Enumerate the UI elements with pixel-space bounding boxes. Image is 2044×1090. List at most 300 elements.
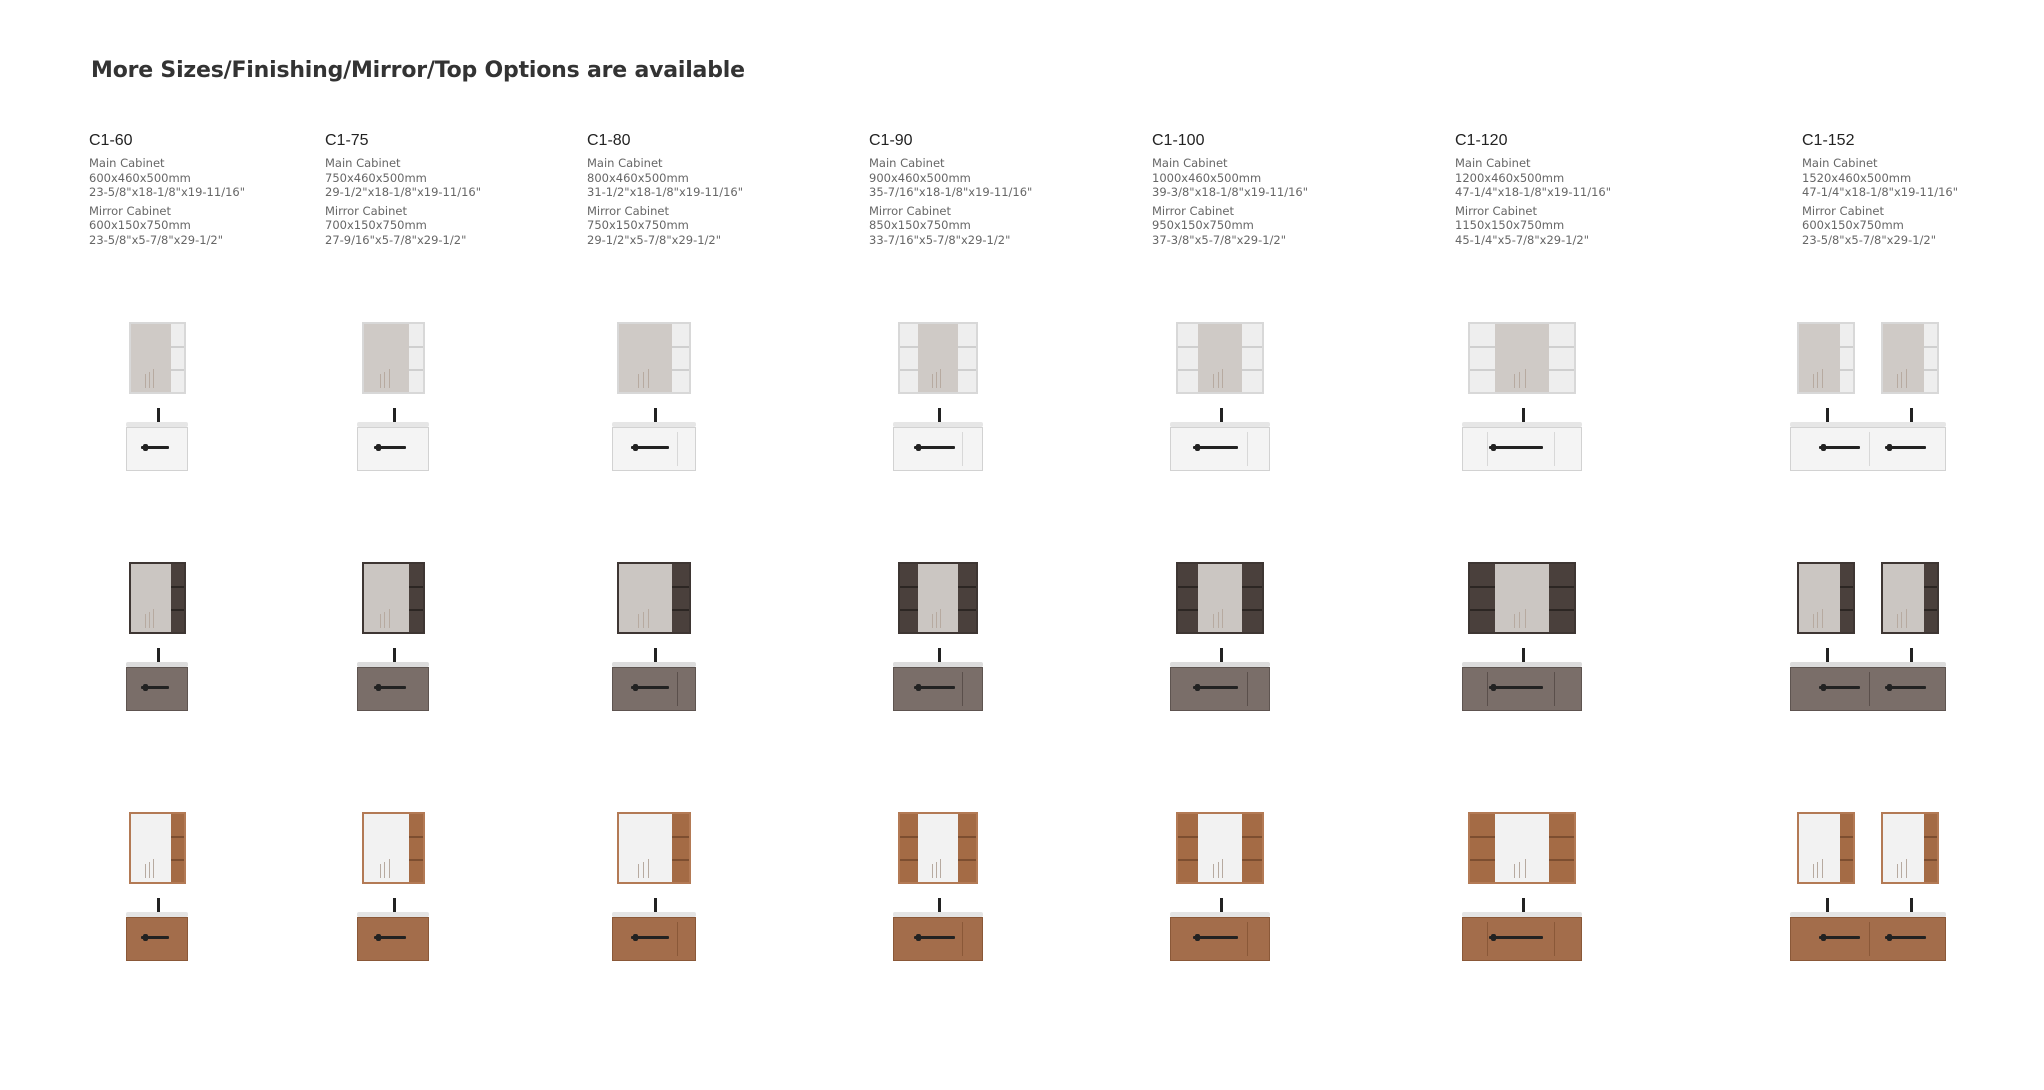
shelf-board bbox=[1470, 609, 1495, 611]
base-cabinet bbox=[1462, 917, 1582, 961]
base-cabinet bbox=[893, 667, 983, 711]
decor-reed bbox=[1218, 372, 1219, 388]
mirror-glass bbox=[619, 564, 672, 632]
model-name: C1-90 bbox=[869, 132, 913, 149]
shelf-board bbox=[900, 859, 918, 861]
shelf-board bbox=[1924, 346, 1937, 348]
decor-reed bbox=[380, 374, 381, 388]
vanity-unit bbox=[1170, 812, 1270, 972]
open-shelf bbox=[171, 814, 184, 882]
base-cabinet bbox=[126, 667, 188, 711]
faucet-icon bbox=[1522, 898, 1525, 912]
door-divider bbox=[1554, 672, 1555, 706]
shelf-board bbox=[409, 586, 423, 588]
shelf-board bbox=[900, 836, 918, 838]
shelf-board bbox=[1178, 609, 1198, 611]
decor-reed bbox=[1222, 369, 1223, 388]
decor-reed bbox=[1525, 609, 1526, 628]
open-shelf bbox=[672, 564, 689, 632]
main-cabinet-label: Main Cabinet bbox=[89, 156, 165, 170]
open-shelf bbox=[1840, 564, 1853, 632]
mirror-cabinet bbox=[362, 322, 425, 394]
drawer-handle bbox=[1193, 936, 1238, 939]
drawer-handle bbox=[914, 686, 955, 689]
shelf-board bbox=[1924, 609, 1937, 611]
drawer-handle bbox=[1489, 446, 1543, 449]
shelf-board bbox=[900, 586, 918, 588]
faucet-icon bbox=[1522, 408, 1525, 422]
shelf-board bbox=[1924, 586, 1937, 588]
drawer-handle bbox=[374, 686, 406, 689]
shelf-board bbox=[171, 346, 184, 348]
mirror-cabinet-label: Mirror Cabinet bbox=[1802, 203, 1884, 218]
decor-reed bbox=[648, 369, 649, 388]
decor-reed bbox=[643, 372, 644, 388]
shelf-board bbox=[1242, 369, 1262, 371]
decor-reed bbox=[1213, 864, 1214, 878]
faucet-icon bbox=[157, 898, 160, 912]
mirror-cabinet bbox=[1468, 812, 1576, 884]
shelf-board bbox=[1242, 346, 1262, 348]
shelf-board bbox=[409, 859, 423, 861]
mirror-glass bbox=[1799, 814, 1840, 882]
shelf-board bbox=[1242, 609, 1262, 611]
open-shelf bbox=[1924, 564, 1937, 632]
mirror-glass bbox=[131, 324, 171, 392]
mirror-glass bbox=[1495, 324, 1549, 392]
shelf-board bbox=[672, 859, 689, 861]
decor-reed bbox=[1822, 859, 1823, 878]
mirror-glass bbox=[1883, 324, 1924, 392]
mirror-glass bbox=[1495, 564, 1549, 632]
model-name: C1-80 bbox=[587, 132, 631, 149]
base-cabinet bbox=[893, 427, 983, 471]
open-shelf bbox=[1840, 814, 1853, 882]
mirror-glass bbox=[1198, 814, 1242, 882]
vanity-unit bbox=[612, 562, 696, 722]
drawer-handle bbox=[631, 936, 669, 939]
faucet-icon bbox=[654, 898, 657, 912]
open-shelf bbox=[171, 324, 184, 392]
base-cabinet bbox=[357, 427, 429, 471]
main-cabinet-imperial: 23-5/8"x18-1/8"x19-11/16" bbox=[89, 185, 245, 199]
door-divider bbox=[677, 922, 678, 956]
vanity-unit bbox=[1170, 322, 1270, 482]
door-divider bbox=[962, 432, 963, 466]
open-shelf bbox=[900, 324, 918, 392]
open-shelf bbox=[958, 814, 976, 882]
drawer-handle bbox=[1193, 686, 1238, 689]
vanity-unit bbox=[893, 812, 983, 972]
mirror-cabinet-spec bbox=[587, 204, 827, 248]
main-cabinet-spec bbox=[1802, 156, 2042, 200]
faucet-icon bbox=[938, 408, 941, 422]
vanity-unit bbox=[357, 322, 429, 482]
decor-reed bbox=[1519, 862, 1520, 878]
mirror-glass bbox=[1883, 564, 1924, 632]
shelf-board bbox=[171, 836, 184, 838]
open-shelf bbox=[1549, 814, 1574, 882]
drawer-handle bbox=[631, 686, 669, 689]
mirror-cabinet bbox=[1176, 562, 1264, 634]
base-cabinet bbox=[126, 427, 188, 471]
shelf-board bbox=[958, 346, 976, 348]
shelf-board bbox=[1470, 369, 1495, 371]
vanity-unit bbox=[1462, 322, 1582, 482]
mirror-cabinet bbox=[129, 812, 186, 884]
drawer-handle bbox=[914, 936, 955, 939]
main-cabinet-spec bbox=[587, 156, 827, 200]
shelf-board bbox=[900, 609, 918, 611]
drawer-handle bbox=[1885, 936, 1926, 939]
drawer-handle bbox=[141, 446, 169, 449]
main-cabinet-imperial: 29-1/2"x18-1/8"x19-11/16" bbox=[325, 185, 481, 199]
decor-reed bbox=[389, 369, 390, 388]
drawer-handle bbox=[141, 686, 169, 689]
drawer-handle bbox=[1819, 686, 1860, 689]
mirror-cabinet bbox=[1881, 812, 1939, 884]
shelf-board bbox=[1178, 859, 1198, 861]
mirror-cabinet-imperial: 45-1/4"x5-7/8"x29-1/2" bbox=[1455, 232, 1590, 247]
decor-reed bbox=[380, 864, 381, 878]
main-cabinet-imperial: 35-7/16"x18-1/8"x19-11/16" bbox=[869, 185, 1033, 199]
decor-reed bbox=[1519, 612, 1520, 628]
main-cabinet-spec bbox=[1455, 156, 1695, 200]
model-spec-c1-90 bbox=[869, 132, 1109, 251]
base-cabinet bbox=[612, 667, 696, 711]
drawer-handle bbox=[914, 446, 955, 449]
drawer-divider bbox=[1869, 672, 1870, 706]
mirror-cabinet-metric: 1150x150x750mm bbox=[1455, 218, 1565, 232]
open-shelf bbox=[409, 324, 423, 392]
decor-reed bbox=[384, 612, 385, 628]
decor-reed bbox=[940, 369, 941, 388]
vanity-unit bbox=[357, 562, 429, 722]
shelf-board bbox=[1924, 836, 1937, 838]
shelf-board bbox=[1840, 609, 1853, 611]
decor-reed bbox=[145, 374, 146, 388]
shelf-board bbox=[171, 369, 184, 371]
mirror-cabinet-metric: 700x150x750mm bbox=[325, 218, 427, 232]
mirror-cabinet bbox=[1797, 812, 1855, 884]
decor-reed bbox=[149, 372, 150, 388]
shelf-board bbox=[1549, 859, 1574, 861]
vanity-unit bbox=[612, 812, 696, 972]
faucet-icon bbox=[393, 408, 396, 422]
shelf-board bbox=[1178, 836, 1198, 838]
mirror-cabinet-spec bbox=[869, 204, 1109, 248]
decor-reed bbox=[384, 862, 385, 878]
decor-reed bbox=[932, 614, 933, 628]
vanity-unit bbox=[126, 322, 188, 482]
mirror-cabinet bbox=[1468, 322, 1576, 394]
shelf-board bbox=[1840, 586, 1853, 588]
shelf-board bbox=[1470, 586, 1495, 588]
faucet-icon bbox=[1910, 408, 1913, 422]
decor-reed bbox=[1817, 612, 1818, 628]
vanity-unit bbox=[126, 812, 188, 972]
mirror-cabinet bbox=[362, 562, 425, 634]
mirror-cabinet bbox=[1881, 322, 1939, 394]
main-cabinet-label: Main Cabinet bbox=[1802, 156, 1878, 170]
main-cabinet-spec bbox=[869, 156, 1109, 200]
mirror-cabinet bbox=[617, 322, 691, 394]
main-cabinet-spec bbox=[89, 156, 329, 200]
mirror-cabinet bbox=[362, 812, 425, 884]
main-cabinet-imperial: 47-1/4"x18-1/8"x19-11/16" bbox=[1455, 185, 1611, 199]
decor-reed bbox=[1514, 374, 1515, 388]
decor-reed bbox=[153, 369, 154, 388]
shelf-board bbox=[1178, 369, 1198, 371]
mirror-glass bbox=[364, 814, 409, 882]
decor-reed bbox=[380, 614, 381, 628]
shelf-board bbox=[958, 836, 976, 838]
main-cabinet-metric: 600x460x500mm bbox=[89, 170, 191, 185]
shelf-board bbox=[1924, 369, 1937, 371]
open-shelf bbox=[1470, 324, 1495, 392]
decor-reed bbox=[940, 859, 941, 878]
main-cabinet-metric: 800x460x500mm bbox=[587, 170, 689, 185]
faucet-icon bbox=[1220, 898, 1223, 912]
decor-reed bbox=[936, 372, 937, 388]
base-cabinet bbox=[1462, 667, 1582, 711]
faucet-icon bbox=[1522, 648, 1525, 662]
model-spec-c1-60 bbox=[89, 132, 329, 251]
base-cabinet bbox=[1790, 917, 1946, 961]
open-shelf bbox=[1840, 324, 1853, 392]
mirror-glass bbox=[918, 564, 958, 632]
page-title: More Sizes/Finishing/Mirror/Top Options are available bbox=[91, 58, 745, 83]
mirror-cabinet-imperial: 23-5/8"x5-7/8"x29-1/2" bbox=[1802, 232, 1937, 247]
mirror-glass bbox=[1799, 564, 1840, 632]
open-shelf bbox=[958, 324, 976, 392]
shelf-board bbox=[958, 859, 976, 861]
faucet-icon bbox=[1826, 898, 1829, 912]
mirror-cabinet-metric: 750x150x750mm bbox=[587, 218, 689, 232]
decor-reed bbox=[1813, 614, 1814, 628]
base-cabinet bbox=[612, 427, 696, 471]
open-shelf bbox=[1178, 564, 1198, 632]
faucet-icon bbox=[938, 648, 941, 662]
mirror-glass bbox=[918, 324, 958, 392]
mirror-cabinet bbox=[129, 562, 186, 634]
mirror-glass bbox=[364, 324, 409, 392]
faucet-icon bbox=[938, 898, 941, 912]
decor-reed bbox=[145, 864, 146, 878]
mirror-cabinet-spec bbox=[1152, 204, 1392, 248]
decor-reed bbox=[1218, 612, 1219, 628]
main-cabinet-imperial: 31-1/2"x18-1/8"x19-11/16" bbox=[587, 185, 743, 199]
mirror-cabinet-label: Mirror Cabinet bbox=[1152, 203, 1234, 218]
drawer-handle bbox=[1193, 446, 1238, 449]
decor-reed bbox=[389, 859, 390, 878]
vanity-unit bbox=[612, 322, 696, 482]
shelf-board bbox=[672, 836, 689, 838]
decor-reed bbox=[1817, 372, 1818, 388]
shelf-board bbox=[1242, 859, 1262, 861]
vanity-unit bbox=[893, 322, 983, 482]
base-cabinet bbox=[1790, 427, 1946, 471]
mirror-cabinet-imperial: 23-5/8"x5-7/8"x29-1/2" bbox=[89, 232, 224, 247]
decor-reed bbox=[932, 374, 933, 388]
model-spec-c1-75 bbox=[325, 132, 565, 251]
shelf-board bbox=[1549, 346, 1574, 348]
model-name: C1-60 bbox=[89, 132, 133, 149]
drawer-handle bbox=[374, 446, 406, 449]
main-cabinet-metric: 750x460x500mm bbox=[325, 170, 427, 185]
faucet-icon bbox=[1826, 648, 1829, 662]
base-cabinet bbox=[1170, 917, 1270, 961]
shelf-board bbox=[1549, 609, 1574, 611]
shelf-board bbox=[1549, 586, 1574, 588]
mirror-cabinet-spec bbox=[1455, 204, 1695, 248]
open-shelf bbox=[1470, 564, 1495, 632]
vanity-unit bbox=[1790, 812, 1946, 972]
decor-reed bbox=[149, 612, 150, 628]
shelf-board bbox=[1470, 859, 1495, 861]
decor-reed bbox=[1817, 862, 1818, 878]
faucet-icon bbox=[1910, 648, 1913, 662]
decor-reed bbox=[1222, 859, 1223, 878]
mirror-cabinet-metric: 950x150x750mm bbox=[1152, 218, 1254, 232]
mirror-glass bbox=[1198, 324, 1242, 392]
mirror-glass bbox=[619, 324, 672, 392]
mirror-cabinet-spec bbox=[89, 204, 329, 248]
decor-reed bbox=[149, 862, 150, 878]
decor-reed bbox=[940, 609, 941, 628]
vanity-unit bbox=[1790, 322, 1946, 482]
door-divider bbox=[1247, 672, 1248, 706]
shelf-board bbox=[1840, 346, 1853, 348]
decor-reed bbox=[1519, 372, 1520, 388]
model-name: C1-100 bbox=[1152, 132, 1205, 149]
faucet-icon bbox=[654, 408, 657, 422]
mirror-cabinet-spec bbox=[325, 204, 565, 248]
main-cabinet-metric: 1000x460x500mm bbox=[1152, 170, 1262, 185]
drawer-handle bbox=[1885, 446, 1926, 449]
open-shelf bbox=[672, 814, 689, 882]
drawer-handle bbox=[631, 446, 669, 449]
shelf-board bbox=[1470, 836, 1495, 838]
open-shelf bbox=[1549, 564, 1574, 632]
main-cabinet-label: Main Cabinet bbox=[587, 156, 663, 170]
door-divider bbox=[1487, 432, 1488, 466]
model-spec-c1-120 bbox=[1455, 132, 1695, 251]
base-cabinet bbox=[1170, 667, 1270, 711]
main-cabinet-metric: 1200x460x500mm bbox=[1455, 170, 1565, 185]
decor-reed bbox=[1897, 614, 1898, 628]
mirror-cabinet-imperial: 33-7/16"x5-7/8"x29-1/2" bbox=[869, 232, 1011, 247]
shelf-board bbox=[672, 346, 689, 348]
door-divider bbox=[1554, 922, 1555, 956]
shelf-board bbox=[958, 586, 976, 588]
drawer-handle bbox=[1885, 686, 1926, 689]
decor-reed bbox=[1213, 374, 1214, 388]
main-cabinet-metric: 900x460x500mm bbox=[869, 170, 971, 185]
decor-reed bbox=[638, 864, 639, 878]
mirror-cabinet bbox=[898, 562, 978, 634]
shelf-board bbox=[171, 586, 184, 588]
faucet-icon bbox=[157, 408, 160, 422]
decor-reed bbox=[648, 859, 649, 878]
main-cabinet-metric: 1520x460x500mm bbox=[1802, 170, 1912, 185]
decor-reed bbox=[1901, 862, 1902, 878]
shelf-board bbox=[1840, 859, 1853, 861]
mirror-glass bbox=[1883, 814, 1924, 882]
open-shelf bbox=[900, 814, 918, 882]
decor-reed bbox=[932, 864, 933, 878]
door-divider bbox=[1487, 922, 1488, 956]
faucet-icon bbox=[157, 648, 160, 662]
door-divider bbox=[1487, 672, 1488, 706]
drawer-handle bbox=[1489, 686, 1543, 689]
mirror-cabinet bbox=[1468, 562, 1576, 634]
decor-reed bbox=[1514, 614, 1515, 628]
model-spec-c1-100 bbox=[1152, 132, 1392, 251]
shelf-board bbox=[1178, 346, 1198, 348]
faucet-icon bbox=[393, 898, 396, 912]
mirror-cabinet-imperial: 29-1/2"x5-7/8"x29-1/2" bbox=[587, 232, 722, 247]
faucet-icon bbox=[654, 648, 657, 662]
mirror-cabinet bbox=[1176, 812, 1264, 884]
shelf-board bbox=[672, 369, 689, 371]
decor-reed bbox=[648, 609, 649, 628]
mirror-cabinet-label: Mirror Cabinet bbox=[587, 203, 669, 218]
drawer-handle bbox=[1819, 446, 1860, 449]
shelf-board bbox=[409, 836, 423, 838]
main-cabinet-label: Main Cabinet bbox=[1455, 156, 1531, 170]
drawer-handle bbox=[1819, 936, 1860, 939]
open-shelf bbox=[409, 564, 423, 632]
main-cabinet-spec bbox=[325, 156, 565, 200]
mirror-cabinet-spec bbox=[1802, 204, 2042, 248]
decor-reed bbox=[1897, 374, 1898, 388]
mirror-cabinet bbox=[1176, 322, 1264, 394]
shelf-board bbox=[1840, 369, 1853, 371]
mirror-cabinet bbox=[129, 322, 186, 394]
decor-reed bbox=[638, 374, 639, 388]
mirror-glass bbox=[619, 814, 672, 882]
base-cabinet bbox=[1790, 667, 1946, 711]
decor-reed bbox=[936, 612, 937, 628]
shelf-board bbox=[409, 346, 423, 348]
mirror-cabinet-label: Mirror Cabinet bbox=[869, 203, 951, 218]
decor-reed bbox=[936, 862, 937, 878]
base-cabinet bbox=[612, 917, 696, 961]
model-spec-c1-152 bbox=[1802, 132, 2042, 251]
base-cabinet bbox=[1170, 427, 1270, 471]
mirror-glass bbox=[1495, 814, 1549, 882]
vanity-unit bbox=[1462, 812, 1582, 972]
door-divider bbox=[1247, 922, 1248, 956]
base-cabinet bbox=[357, 667, 429, 711]
faucet-icon bbox=[1826, 408, 1829, 422]
base-cabinet bbox=[357, 917, 429, 961]
faucet-icon bbox=[393, 648, 396, 662]
model-spec-c1-80 bbox=[587, 132, 827, 251]
mirror-cabinet bbox=[1797, 562, 1855, 634]
main-cabinet-label: Main Cabinet bbox=[869, 156, 945, 170]
shelf-board bbox=[171, 609, 184, 611]
open-shelf bbox=[1924, 814, 1937, 882]
open-shelf bbox=[409, 814, 423, 882]
vanity-unit bbox=[1170, 562, 1270, 722]
decor-reed bbox=[1525, 369, 1526, 388]
main-cabinet-label: Main Cabinet bbox=[325, 156, 401, 170]
open-shelf bbox=[1470, 814, 1495, 882]
decor-reed bbox=[1906, 369, 1907, 388]
vanity-unit bbox=[1462, 562, 1582, 722]
